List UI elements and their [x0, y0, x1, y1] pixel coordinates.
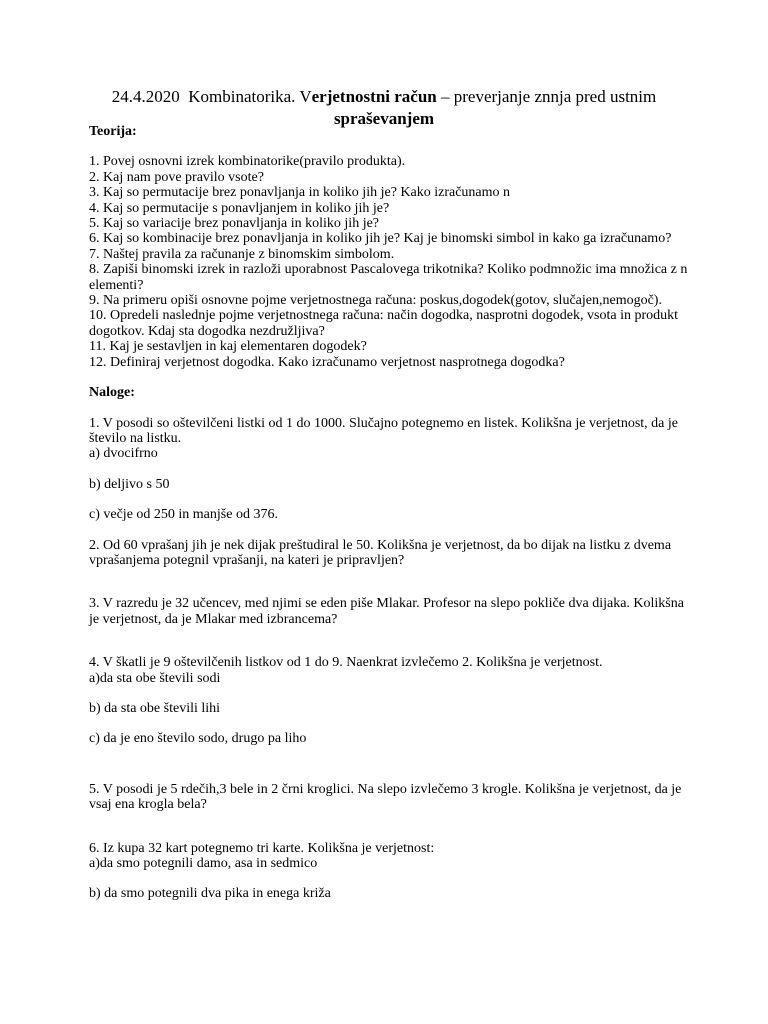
theory-heading: Teorija: [89, 124, 137, 139]
task-subpoint: c) da je eno število sodo, drugo pa liho [89, 731, 307, 747]
task-subpoint: b) deljivo s 50 [89, 476, 170, 492]
task-question: 6. Iz kupa 32 kart potegnemo tri karte. Kolikšna je verjetnost: [89, 840, 435, 856]
task-4 [89, 655, 689, 747]
theory-item: 5. Kaj so variacije brez ponavljanja in koliko jih je? [89, 216, 380, 232]
title-line-1 [60, 86, 708, 108]
title-rest: – preverjanje znnja pred ustnim [436, 87, 657, 106]
theory-item: 9. Na primeru opiši osnovne pojme verjetnostnega računa: poskus,dogodek(gotov, slučajen,nemogoč). [89, 293, 662, 309]
document-body [89, 124, 689, 902]
task-subpoint: c) večje od 250 in manjše od 376. [89, 507, 278, 523]
task-2: 2. Od 60 vprašanj jih je nek dijak preštudiral le 50. Kolikšna je verjetnost, da bo dijak na listku z dvema vprašanjema potegnil vprašanji, na kateri je pripravljen? [89, 537, 672, 568]
theory-item: 4. Kaj so permutacije s ponavljanjem in koliko jih je? [89, 200, 390, 216]
task-subpoint: a) dvocifrno [89, 446, 158, 462]
task-subpoint: b) da smo potegnili dva pika in enega križa [89, 886, 331, 902]
theory-item: 3. Kaj so permutacije brez ponavljanja in koliko jih je? Kako izračunamo n [89, 185, 511, 201]
task-subpoint: a)da sta obe števili sodi [89, 670, 221, 686]
theory-item: 6. Kaj so kombinacije brez ponavljanja in koliko jih je? Kaj je binomski simbol in kako ga izračunamo? [89, 231, 672, 247]
task-subpoint: a)da smo potegnili damo, asa in sedmico [89, 856, 318, 871]
task-5: 5. V posodi je 5 rdečih,3 bele in 2 črni kroglici. Na slepo izvlečemo 3 krogle. Kolikšna je verjetnost, da je vsaj ena krogla bela? [89, 781, 682, 813]
title-topic: Kombinatorika. V [188, 87, 312, 106]
theory-item: 7. Naštej pravila za računanje z binomskim simbolom. [89, 246, 395, 262]
task-question: 4. V škatli je 9 oštevilčenih listkov od 1 do 9. Naenkrat izvlečemo 2. Kolikšna je verjetnost. [89, 655, 603, 671]
theory-list [89, 154, 689, 370]
theory-item: 8. Zapiši binomski izrek in razloži uporabnost Pascalovega trikotnika? Koliko podmnožic ima množica z n elementi? [89, 262, 688, 293]
task-question: 1. V posodi so oštevilčeni listki od 1 do 1000. Slučajno potegnemo en listek. Kolikšna je verjetnost, da je število na listku. [89, 415, 678, 446]
tasks-heading: Naloge: [89, 385, 135, 401]
task-3: 3. V razredu je 32 učencev, med njimi se eden piše Mlakar. Profesor na slepo pokliče dva dijaka. Kolikšna je verjetnost, da je Mlakar med izbrancema? [89, 596, 684, 627]
theory-item: 11. Kaj je sestavljen in kaj elementaren dogodek? [89, 339, 367, 355]
task-1 [89, 416, 689, 523]
title-date: 24.4.2020 [111, 87, 180, 106]
theory-item: 12. Definiraj verjetnost dogodka. Kako izračunamo verjetnost nasprotnega dogodka? [89, 354, 565, 370]
title-bold-part: erjetnostni račun [311, 87, 437, 106]
theory-item: 1. Povej osnovni izrek kombinatorike(pravilo produkta). [89, 154, 406, 170]
theory-item: 2. Kaj nam pove pravilo vsote? [89, 169, 264, 185]
task-6 [89, 841, 689, 902]
task-subpoint: b) da sta obe števili lihi [89, 700, 221, 716]
title-line2-text: spraševanjem [333, 109, 435, 128]
theory-item: 10. Opredeli naslednje pojme verjetnostnega računa: način dogodka, nasprotni dogodek, vsota in produkt dogotkov. Kdaj sta dogodka nezdružljiva? [89, 308, 679, 339]
